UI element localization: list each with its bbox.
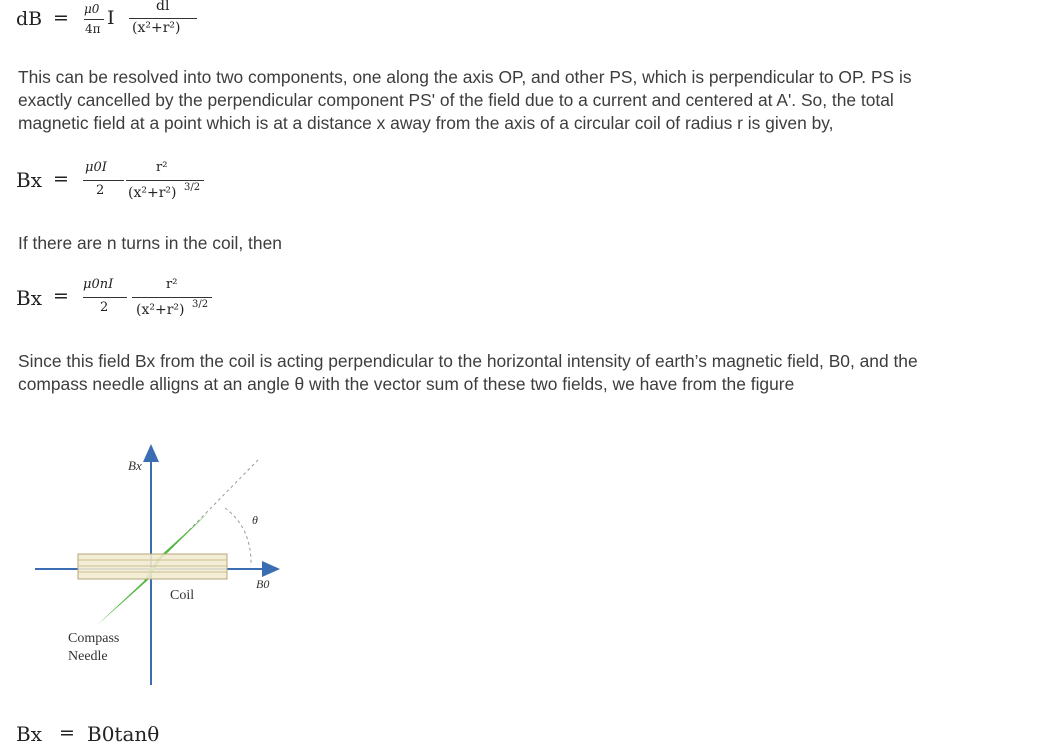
label-needle: Needle [68,649,108,664]
theta-arc [225,508,251,566]
para1-line1: This can be resolved into two components, one along the axis OP, and other PS, which is perpendicular to OP. PS is [18,67,912,87]
label-compass: Compass [68,631,120,646]
eq3-den2: (x²+r²) [136,302,185,318]
eq3-equals: = [53,285,69,307]
eq2-den1: 2 [96,183,105,198]
para1-line2: exactly cancelled by the perpendicular component PS' of the field due to a current and centered at A'. So, the total [18,90,894,110]
eq3-exp: 3/2 [192,299,209,310]
equation-db [16,0,216,48]
eq4-rhs: B0tanθ [87,722,160,746]
eq2-equals: = [53,168,69,190]
eq2-den2: (x²+r²) [128,185,177,201]
eq3-den1: 2 [100,300,109,315]
eq1-num2: dl [156,0,170,14]
eq1-den2: (x²+r²) [132,20,181,36]
eq2-lhs: Bx [16,168,42,192]
para1-line3: magnetic field at a point which is at a distance x away from the axis of a circular coil of radius r is given by, [18,113,834,133]
para2-text: If there are n turns in the coil, then [18,233,282,253]
para3-line1: Since this field Bx from the coil is acting perpendicular to the horizontal intensity of earth’s magnetic field, B0, and the [18,351,918,371]
eq3-lhs: Bx [16,286,42,310]
label-theta: θ [252,513,258,527]
paragraph-n-turns [18,232,282,255]
eq2-num2: r² [156,160,168,175]
paragraph-field-bx [18,350,918,396]
eq3-num2: r² [166,277,178,292]
eq1-mid: I [107,7,115,29]
para3-line2: compass needle alligns at an angle θ with the vector sum of these two fields, we have from the figure [18,374,795,394]
label-b0: B0 [256,577,270,591]
paragraph-components [18,66,912,135]
eq2-exp: 3/2 [184,182,201,193]
label-bx: Bx [128,458,142,473]
equation-bx-tan [16,720,216,752]
equation-bx-single [16,156,236,212]
eq3-num1: μ0nI [83,277,114,292]
eq1-lhs: dB [16,8,43,30]
compass-coil-figure [20,430,300,695]
eq2-num1: μ0I [85,160,107,175]
label-coil: Coil [170,588,195,603]
eq4-lhs: Bx [16,722,42,746]
equation-bx-n-turns [16,272,236,332]
eq1-den1: 4π [85,22,101,36]
eq1-num1: μ0 [84,2,100,16]
eq1-equals: = [53,7,69,29]
eq4-equals: = [59,722,75,744]
